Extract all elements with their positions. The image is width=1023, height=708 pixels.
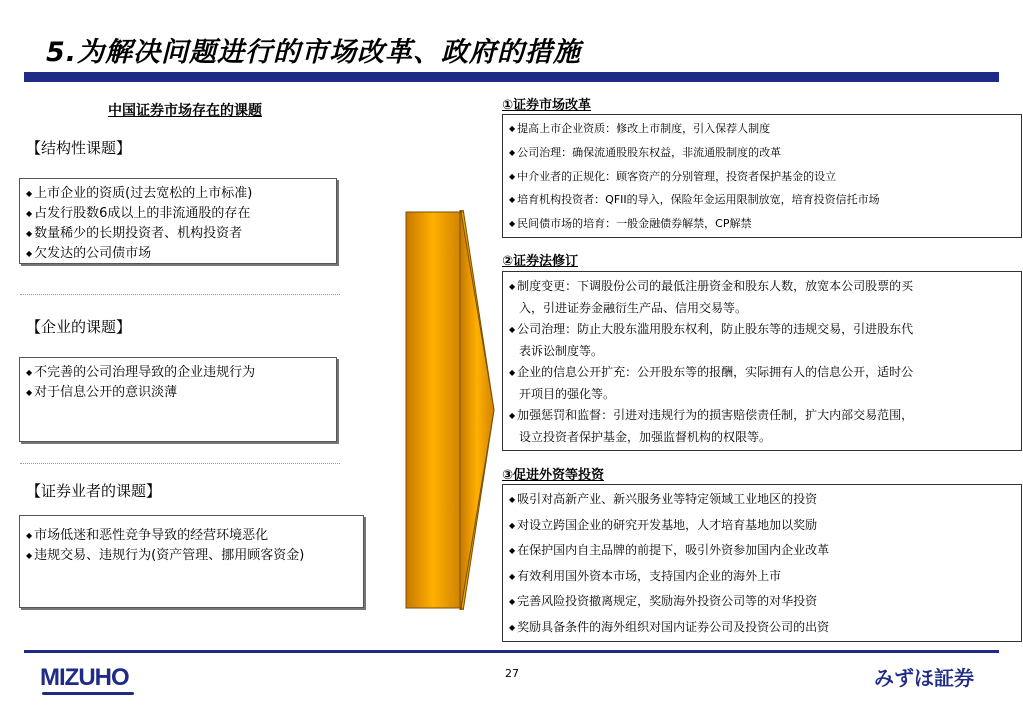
fdi-heading: ③促进外资等投资	[502, 468, 605, 483]
list-item: ◆ 欠发达的公司债市场	[26, 244, 330, 264]
list-item: ◆ 企业的信息公开扩充：公开股东等的报酬，实际拥有人的信息公开，适时公 开项目的强化等。	[509, 362, 1015, 405]
reform-heading: ①证券市场改革	[502, 98, 592, 113]
broker-label: 【证券业者的课题】	[26, 482, 162, 500]
list-item: ◆ 不完善的公司治理导致的企业违规行为	[26, 363, 330, 383]
list-item: ◆ 市场低迷和恶性竞争导致的经营环境恶化	[26, 526, 357, 546]
footer-rule	[24, 650, 999, 653]
structural-box	[19, 178, 337, 264]
mizuho-logo: MIZUHO	[40, 664, 129, 691]
left-heading: 中国证券市场存在的课题	[108, 103, 262, 119]
broker-box	[19, 515, 364, 608]
fdi-box	[502, 484, 1022, 642]
law-heading: ②证券法修订	[502, 254, 579, 269]
list-item: ◆ 有效利用国外资本市场，支持国内企业的海外上市	[509, 564, 1015, 590]
page-title: 5.为解决问题进行的市场改革、政府的措施	[46, 37, 582, 68]
list-item: ◆ 公司治理：确保流通股股东权益，非流通股制度的改革	[509, 141, 1015, 165]
structural-label: 【结构性课题】	[26, 139, 132, 157]
list-item: ◆ 违规交易、违规行为(资产管理、挪用顾客资金)	[26, 546, 357, 566]
list-item: ◆ 上市企业的资质(过去宽松的上市标准)	[26, 184, 330, 204]
list-item: ◆ 对于信息公开的意识淡薄	[26, 383, 330, 403]
law-box	[502, 271, 1022, 451]
list-item: ◆ 数量稀少的长期投资者、机构投资者	[26, 224, 330, 244]
title-rule	[24, 72, 999, 82]
enterprise-label: 【企业的课题】	[26, 318, 132, 336]
page-number: 27	[505, 667, 519, 680]
list-item: ◆ 培育机构投资者：QFII的导入，保险年金运用限制放宽，培育投资信托市场	[509, 188, 1015, 212]
list-item: ◆ 公司治理：防止大股东滥用股东权利，防止股东等的违规交易，引进股东代 表诉讼制度等。	[509, 319, 1015, 362]
list-item: ◆ 制度变更：下调股份公司的最低注册资金和股东人数，放宽本公司股票的买 入，引进证券金融衍生产品、信用交易等。	[509, 276, 1015, 319]
list-item: ◆ 加强惩罚和监督：引进对违规行为的损害赔偿责任制，扩大内部交易范围， 设立投资者保护基金，加强监督机构的权限等。	[509, 405, 1015, 448]
divider	[20, 463, 340, 465]
arrow-right-icon	[404, 210, 496, 610]
list-item: ◆ 占发行股数6成以上的非流通股的存在	[26, 204, 330, 224]
list-item: ◆ 中介业者的正规化：顾客资产的分别管理，投资者保护基金的设立	[509, 165, 1015, 189]
enterprise-box	[19, 357, 337, 442]
list-item: ◆ 奖励具备条件的海外组织对国内证券公司及投资公司的出资	[509, 615, 1015, 641]
list-item: ◆ 民间债市场的培育：一般金融债券解禁，CP解禁	[509, 212, 1015, 236]
list-item: ◆ 提高上市企业资质：修改上市制度，引入保荐人制度	[509, 117, 1015, 141]
reform-box	[502, 114, 1022, 238]
divider	[20, 294, 340, 296]
list-item: ◆ 对设立跨国企业的研究开发基地，人才培育基地加以奖励	[509, 513, 1015, 539]
list-item: ◆ 完善风险投资撤离规定，奖励海外投资公司等的对华投资	[509, 589, 1015, 615]
list-item: ◆ 吸引对高新产业、新兴服务业等特定领域工业地区的投资	[509, 487, 1015, 513]
brand-name-jp: みずほ証券	[874, 666, 974, 690]
logo-swoosh	[42, 692, 134, 695]
list-item: ◆ 在保护国内自主品牌的前提下，吸引外资参加国内企业改革	[509, 538, 1015, 564]
